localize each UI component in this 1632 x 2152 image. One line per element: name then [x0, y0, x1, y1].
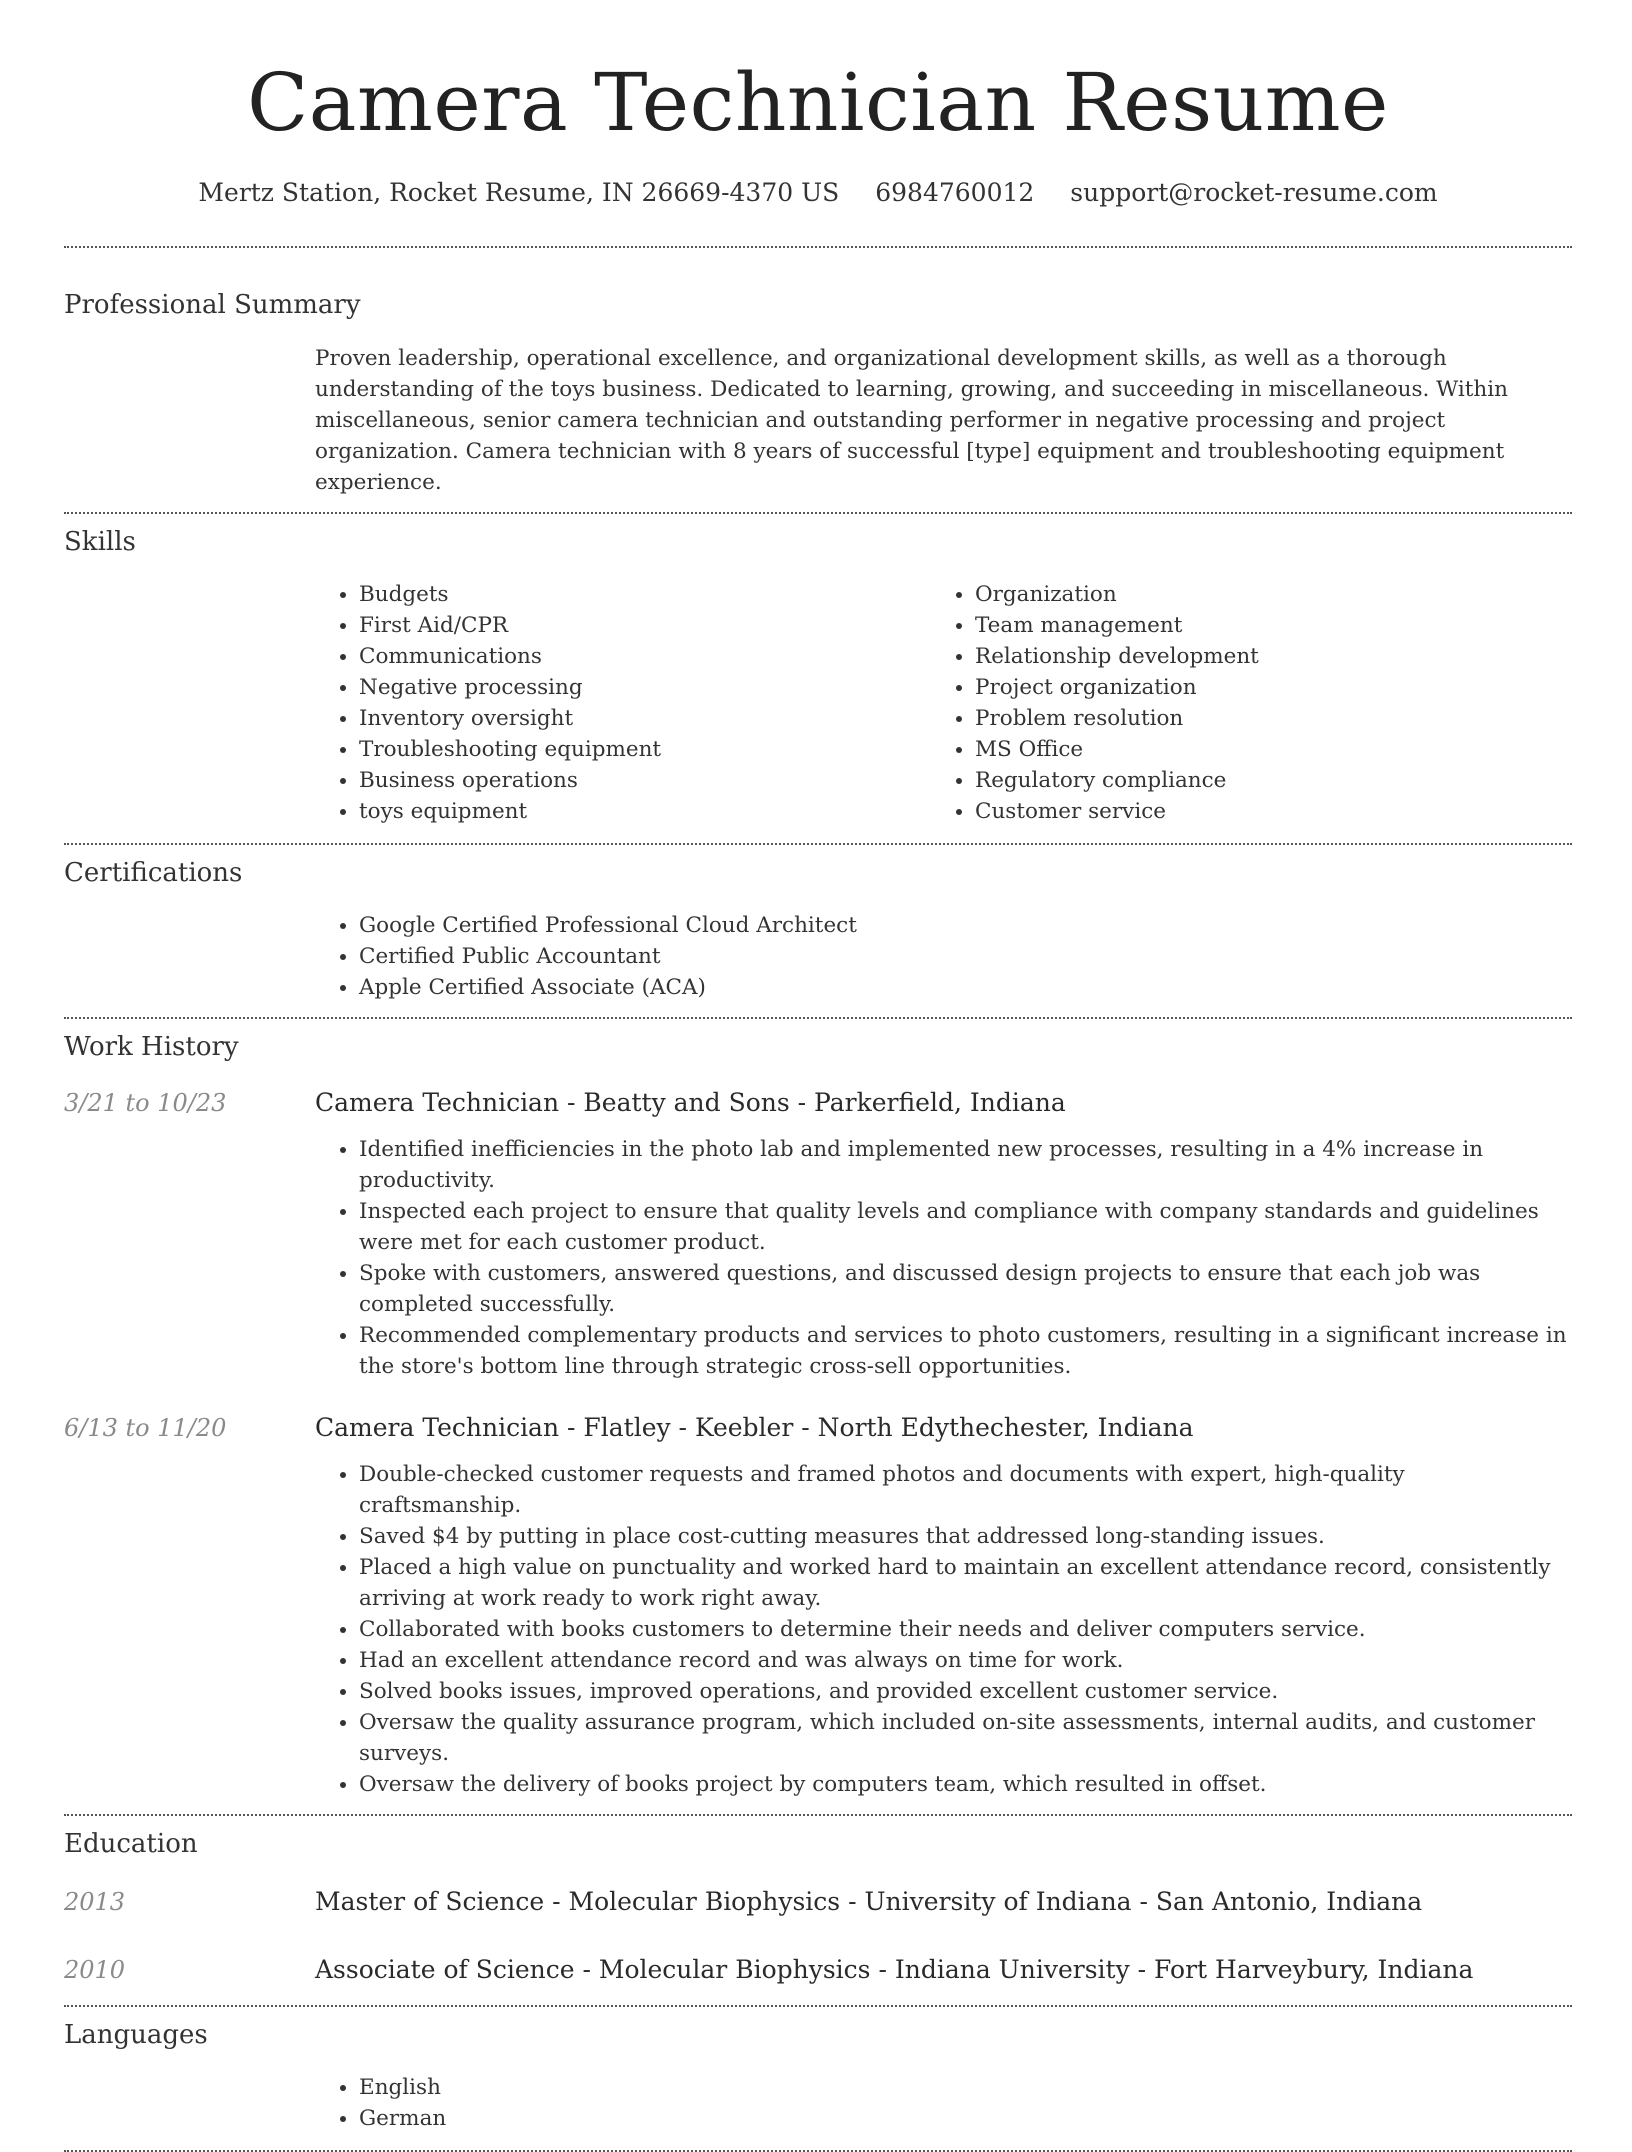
job-bullets [315, 1459, 1572, 1800]
education-year: 2013 [64, 1888, 126, 1916]
skill-item: • Project organization [975, 672, 1547, 703]
skill-item: • Organization [975, 579, 1547, 610]
job-bullet: • Identified inefficiencies in the photo lab and implemented new processes, resulting in a 4% increase in productivity. [359, 1134, 1572, 1196]
skill-item: • Regulatory compliance [975, 765, 1547, 796]
skill-item: • Problem resolution [975, 703, 1547, 734]
languages-list [315, 2072, 1572, 2134]
summary-text: Proven leadership, operational excellence, and organizational development skills, as well as a thorough understanding of the toys business. Dedicated to learning, growing, and succeeding in miscellaneous. Within miscellaneous, senior camera technician and outstanding performer in negative processing and project organization. Camera technician with 8 years of successful [type] equipment and troubleshooting equipment experience. [315, 346, 1508, 495]
work-history-heading: Work History [64, 1032, 239, 1062]
job-bullet: • Oversaw the quality assurance program, which included on-site assessments, internal audits, and customer surveys. [359, 1707, 1572, 1769]
skill-item: • Inventory oversight [359, 703, 931, 734]
job-bullet: • Collaborated with books customers to determine their needs and deliver computers service. [359, 1614, 1572, 1645]
summary-section [64, 248, 1572, 498]
education-section [64, 1816, 1572, 1987]
summary-heading: Professional Summary [64, 290, 361, 320]
job-bullet: • Inspected each project to ensure that quality levels and compliance with company standards and guidelines were met for each customer product. [359, 1196, 1572, 1258]
job-bullet: • Oversaw the delivery of books project by computers team, which resulted in offset. [359, 1769, 1572, 1800]
contact-email[interactable]: support@rocket-resume.com [1070, 178, 1438, 207]
job-bullets [315, 1134, 1572, 1382]
job-bullet: • Had an excellent attendance record and was always on time for work. [359, 1645, 1572, 1676]
education-degree: Associate of Science - Molecular Biophysics - Indiana University - Fort Harveybury, Indiana [315, 1955, 1474, 1984]
job-bullet: • Double-checked customer requests and framed photos and documents with expert, high-quality craftsmanship. [359, 1459, 1572, 1521]
job-title: Camera Technician - Beatty and Sons - Parkerfield, Indiana [315, 1088, 1066, 1117]
certification-item: • Certified Public Accountant [359, 941, 1572, 972]
skill-item: • Customer service [975, 796, 1547, 827]
job-bullet: • Recommended complementary products and services to photo customers, resulting in a significant increase in the store's bottom line through strategic cross-sell opportunities. [359, 1320, 1572, 1382]
skill-item: • MS Office [975, 734, 1547, 765]
job-bullet: • Placed a high value on punctuality and worked hard to maintain an excellent attendance record, consistently arriving at work ready to work right away. [359, 1552, 1572, 1614]
job-bullet: • Spoke with customers, answered questions, and discussed design projects to ensure that each job was completed successfully. [359, 1258, 1572, 1320]
job-dates: 3/21 to 10/23 [64, 1089, 227, 1117]
contact-line [64, 176, 1572, 210]
skills-list-right [931, 579, 1547, 827]
job-entry [64, 1411, 1572, 1800]
resume-title: Camera Technician Resume [247, 56, 1389, 149]
skill-item: • Relationship development [975, 641, 1547, 672]
skill-item: • Troubleshooting equipment [359, 734, 931, 765]
skill-item: • Budgets [359, 579, 931, 610]
certifications-heading: Certifications [64, 858, 243, 888]
education-entry [64, 1885, 1572, 1919]
certification-item: • Apple Certified Associate (ACA) [359, 972, 1572, 1003]
work-history-section [64, 1019, 1572, 1800]
skill-item: • toys equipment [359, 796, 931, 827]
job-dates: 6/13 to 11/20 [64, 1414, 227, 1442]
education-heading: Education [64, 1829, 198, 1859]
job-title: Camera Technician - Flatley - Keebler - North Edythechester, Indiana [315, 1413, 1194, 1442]
certification-item: • Google Certified Professional Cloud Architect [359, 910, 1572, 941]
skill-item: • Negative processing [359, 672, 931, 703]
education-year: 2010 [64, 1956, 126, 1984]
resume-page [64, 0, 1572, 2152]
skills-list-left [315, 579, 931, 827]
job-bullet: • Saved $4 by putting in place cost-cutting measures that addressed long-standing issues. [359, 1521, 1572, 1552]
contact-address: Mertz Station, Rocket Resume, IN 26669-4370 US [198, 178, 840, 207]
contact-phone: 6984760012 [875, 178, 1035, 207]
job-bullet: • Solved books issues, improved operations, and provided excellent customer service. [359, 1676, 1572, 1707]
job-entry [64, 1086, 1572, 1382]
language-item: • English [359, 2072, 1572, 2103]
language-item: • German [359, 2103, 1572, 2134]
skills-heading: Skills [64, 527, 136, 557]
education-degree: Master of Science - Molecular Biophysics - University of Indiana - San Antonio, Indiana [315, 1887, 1423, 1916]
education-entry [64, 1953, 1572, 1987]
certifications-list [315, 910, 1572, 1003]
languages-section [64, 2007, 1572, 2134]
skill-item: • First Aid/CPR [359, 610, 931, 641]
skill-item: • Team management [975, 610, 1547, 641]
certifications-section [64, 845, 1572, 1003]
skills-section [64, 514, 1572, 827]
languages-heading: Languages [64, 2020, 208, 2050]
skill-item: • Business operations [359, 765, 931, 796]
skill-item: • Communications [359, 641, 931, 672]
